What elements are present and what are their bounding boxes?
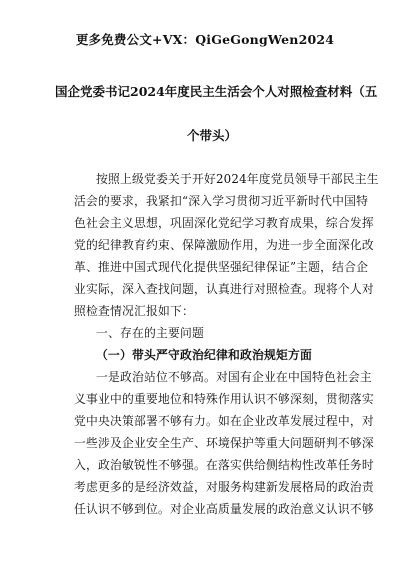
paragraph-line: 任认识不够到位。对企业高质量发展的政治意义认识不够 bbox=[74, 502, 374, 516]
intro-line: 党的纪律教育约束、保障激励作用，为进一步全面深化改 bbox=[74, 238, 374, 252]
paragraph-line: 党中央决策部署不够有力。如在企业改革发展过程中，对 bbox=[74, 414, 374, 428]
section-heading: 一、存在的主要问题 bbox=[96, 326, 204, 340]
document-title-line-1: 国企党委书记2024年度民主生活会个人对照检查材料（五 bbox=[55, 84, 378, 99]
subsection-heading: （一）带头严守政治纪律和政治规矩方面 bbox=[96, 348, 312, 362]
paragraph-line: 一是政治站位不够高。对国有企业在中国特色社会主 bbox=[96, 370, 372, 384]
intro-line: 照检查情况汇报如下： bbox=[74, 304, 194, 318]
paragraph-line: 入，政治敏锐性不够强。在落实供给侧结构性改革任务时 bbox=[74, 458, 374, 472]
intro-line: 活会的要求，我紧扣“深入学习贯彻习近平新时代中国特 bbox=[74, 194, 369, 208]
paragraph-line: 考虑更多的是经济效益，对服务构建新发展格局的政治责 bbox=[74, 480, 374, 494]
intro-line: 业实际，深入查找问题，认真进行对照检查。现将个人对 bbox=[74, 282, 374, 296]
intro-line: 色社会主义思想，巩固深化党纪学习教育成果，综合发挥 bbox=[74, 216, 374, 230]
paragraph-line: 义事业中的重要地位和特殊作用认识不够深刻，贯彻落实 bbox=[74, 392, 374, 406]
intro-line: 革、推进中国式现代化提供坚强纪律保证”主题，结合企 bbox=[74, 260, 369, 274]
document-title-line-2: 个带头） bbox=[187, 128, 238, 143]
intro-line: 按照上级党委关于开好2024年度党员领导干部民主生 bbox=[96, 172, 379, 186]
paragraph-line: 一些涉及企业安全生产、环境保护等重大问题研判不够深 bbox=[74, 436, 374, 450]
document-header: 更多免费公文+VX：QiGeGongWen2024 bbox=[75, 32, 335, 47]
